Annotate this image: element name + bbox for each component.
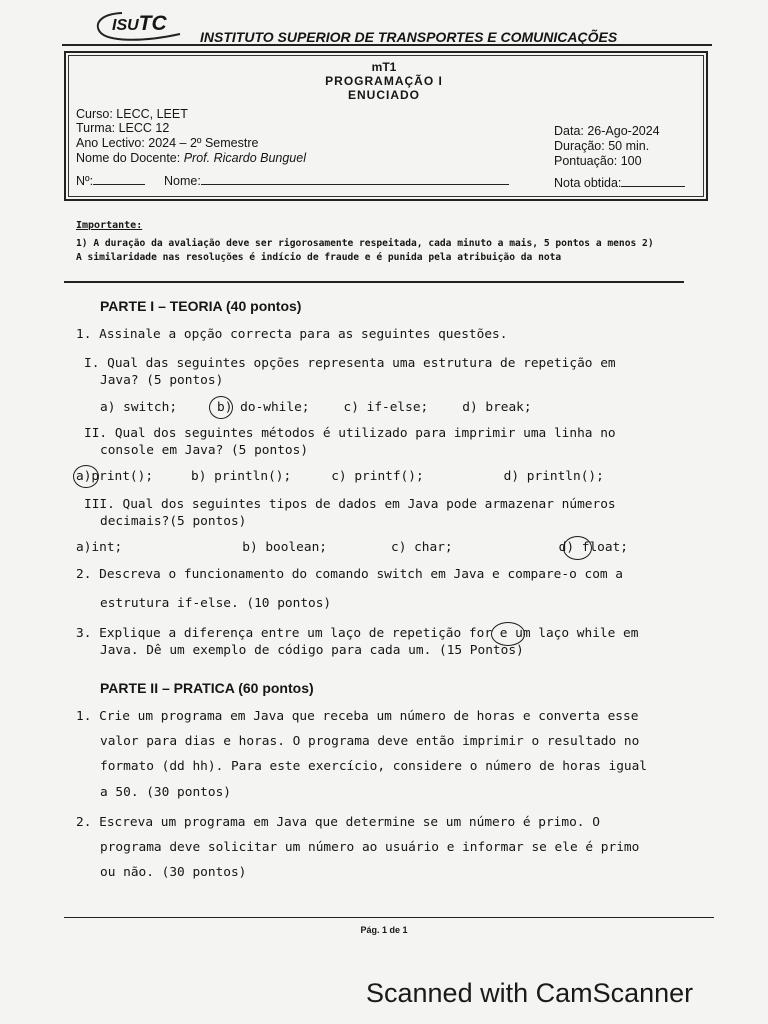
- exam-title: PROGRAMAÇÃO I: [325, 74, 443, 88]
- curso-info: Curso: LECC, LEET: [76, 107, 188, 121]
- answer-circle-mark: [73, 465, 99, 488]
- parte-1-title: PARTE I – TEORIA (40 pontos): [100, 298, 302, 314]
- pratica-question-2-line-2: programa deve solicitar um número ao usuário e informar se ele é primo: [100, 840, 640, 855]
- option-c[interactable]: c) char;: [390, 540, 453, 555]
- docente-name: Prof. Ricardo Bunguel: [183, 151, 306, 165]
- important-title: Importante:: [76, 220, 143, 231]
- exam-duration: Duração: 50 min.: [554, 139, 650, 153]
- option-d[interactable]: d) println();: [503, 469, 604, 484]
- question-1-i-options: [100, 400, 532, 415]
- student-number-label: Nº:: [76, 174, 94, 188]
- question-1-ii-line-1: II. Qual dos seguintes métodos é utilizado para imprimir uma linha no: [84, 426, 616, 441]
- institution-name: INSTITUTO SUPERIOR DE TRANSPORTES E COMUNICAÇÕES: [200, 29, 618, 45]
- question-1-iii-line-1: III. Qual dos seguintes tipos de dados em Java pode armazenar números: [84, 497, 616, 512]
- student-name-blank[interactable]: [201, 173, 509, 185]
- exam-code: mT1: [371, 60, 397, 74]
- pratica-question-2-line-1: 2. Escreva um programa em Java que determine se um número é primo. O: [76, 815, 600, 830]
- option-b[interactable]: b) println();: [191, 469, 292, 484]
- camscanner-watermark: Scanned with CamScanner: [366, 978, 694, 1008]
- option-a[interactable]: a)int;: [76, 540, 123, 555]
- student-name-label: Nome:: [164, 174, 201, 188]
- exam-date: Data: 26-Ago-2024: [554, 124, 660, 138]
- grade-field: [554, 175, 685, 190]
- grade-blank: [621, 175, 685, 187]
- docente-info: [76, 151, 306, 165]
- pratica-question-1-line-2: valor para dias e horas. O programa deve então imprimir o resultado no: [100, 734, 640, 749]
- pratica-question-1-line-4: a 50. (30 pontos): [100, 785, 231, 800]
- question-1-iii-line-2: decimais?(5 pontos): [100, 514, 247, 529]
- ano-lectivo-info: Ano Lectivo: 2024 – 2º Semestre: [76, 136, 259, 150]
- option-b[interactable]: b) do-while;: [217, 400, 310, 415]
- handwritten-circle-mark: [491, 622, 525, 646]
- footer-divider: [64, 917, 714, 918]
- question-1-i-line-2: Java? (5 pontos): [100, 373, 224, 388]
- option-d[interactable]: d) break;: [462, 400, 532, 415]
- important-line-1: 1) A duração da avaliação deve ser rigorosamente respeitada, cada minuto a mais, 5 pontos a menos 2): [76, 238, 654, 249]
- docente-label: Nome do Docente:: [76, 151, 184, 165]
- question-1-ii-line-2: console em Java? (5 pontos): [100, 443, 309, 458]
- section-divider: [64, 281, 684, 283]
- student-number-blank[interactable]: [93, 173, 145, 185]
- pratica-question-1-line-1: 1. Crie um programa em Java que receba um número de horas e converta esse: [76, 709, 639, 724]
- option-c[interactable]: c) if-else;: [343, 400, 429, 415]
- header-divider: [62, 44, 712, 46]
- exam-subtitle: ENUCIADO: [347, 88, 420, 102]
- exam-score: Pontuação: 100: [554, 154, 642, 168]
- option-c[interactable]: c) printf();: [331, 469, 424, 484]
- option-a[interactable]: a)print();: [76, 469, 154, 484]
- question-1-i-line-1: I. Qual das seguintes opções representa uma estrutura de repetição em: [84, 356, 616, 371]
- parte-2-title: PARTE II – PRATICA (60 pontos): [100, 680, 314, 696]
- question-2-line-2: estrutura if-else. (10 pontos): [100, 596, 332, 611]
- question-3-line-2: Java. Dê um exemplo de código para cada um. (15 Pontos): [100, 643, 524, 658]
- student-name-field[interactable]: [164, 173, 509, 188]
- question-2-line-1: 2. Descreva o funcionamento do comando switch em Java e compare-o com a: [76, 567, 624, 582]
- question-3-line-1: 3. Explique a diferença entre um laço de repetição for e um laço while em: [76, 626, 639, 641]
- important-line-2: A similaridade nas resoluções é indício de fraude e é punida pela atribuição da nota: [76, 252, 562, 263]
- answer-circle-mark: [563, 536, 592, 560]
- question-1-prompt: 1. Assinale a opção correcta para as seguintes questões.: [76, 327, 508, 342]
- page-number: Pág. 1 de 1: [360, 925, 408, 935]
- question-1-iii-options: [76, 540, 628, 555]
- option-a[interactable]: a) switch;: [100, 400, 178, 415]
- option-d[interactable]: d) float;: [558, 540, 628, 555]
- turma-info: Turma: LECC 12: [76, 121, 170, 135]
- option-b[interactable]: b) boolean;: [242, 540, 327, 555]
- answer-circle-mark: [209, 396, 233, 419]
- student-number-field[interactable]: [76, 173, 145, 188]
- question-1-ii-options: [76, 469, 604, 484]
- pratica-question-1-line-3: formato (dd hh). Para este exercício, considere o número de horas igual: [100, 759, 648, 774]
- grade-label: Nota obtida:: [554, 176, 622, 190]
- logo-text: ISUTC: [112, 12, 167, 35]
- pratica-question-2-line-3: ou não. (30 pontos): [100, 865, 247, 880]
